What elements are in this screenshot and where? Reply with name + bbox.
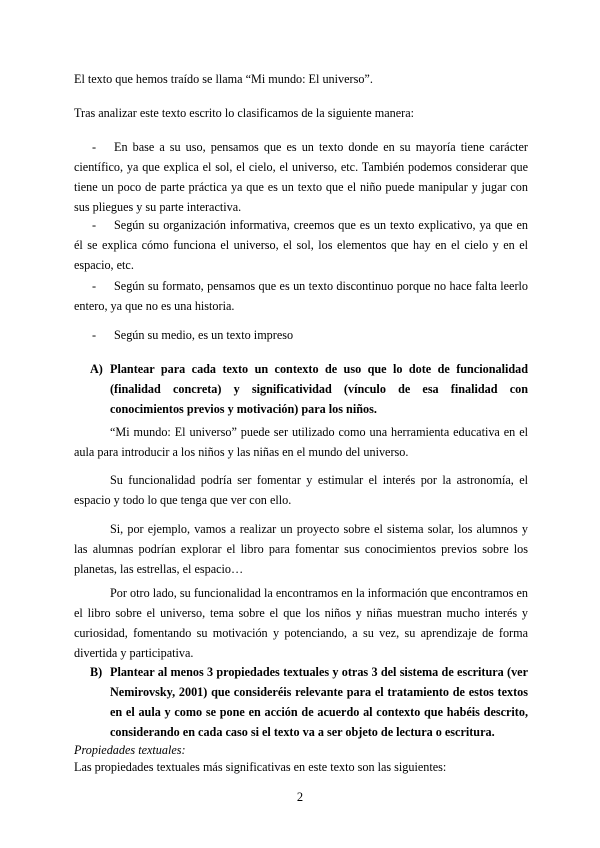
- classification-intro: Tras analizar este texto escrito lo clasificamos de la siguiente manera:: [74, 106, 414, 120]
- paragraph-functionality: Su funcionalidad podría ser fomentar y estimular el interés por la astronomía, el espacio y todo lo que tenga que ver con ello.: [74, 473, 528, 507]
- section-a-title: Plantear para cada texto un contexto de uso que lo dote de funcionalidad (finalidad concreta) y significatividad (vínculo de esa finalidad con conocimientos previos y motivación) para los niños.: [110, 362, 528, 416]
- bullet-dash: -: [92, 218, 97, 232]
- paragraph-motivation: Por otro lado, su funcionalidad la encontramos en la información que encontramos en el libro sobre el universo, tema sobre el que los niños y niñas muestran mucho interés y curiosidad, fomentando su motivación y potenciando, a su vez, su aprendizaje de forma divertida y participativa.: [74, 586, 528, 660]
- paragraph-example: Si, por ejemplo, vamos a realizar un proyecto sobre el sistema solar, los alumnos y las alumnas podrían explorar el libro para fomentar sus conocimientos previos sobre los planetas, las estrellas, el espacio…: [74, 522, 528, 576]
- bullet-dash: -: [92, 140, 97, 154]
- page-number: 2: [296, 790, 304, 804]
- bullet-dash: -: [92, 279, 97, 293]
- bullet-item-format: [74, 276, 528, 316]
- bullet-text: Según su medio, es un texto impreso: [114, 328, 294, 342]
- bullet-item-medium: [74, 325, 528, 345]
- intro-paragraph: El texto que hemos traído se llama “Mi mundo: El universo”.: [74, 72, 373, 86]
- bullet-text: En base a su uso, pensamos que es un texto donde en su mayoría tiene carácter científico, ya que explica el sol, el cielo, el universo, etc. También podemos considerar que tiene un poco de parte práctica ya que es un texto que el niño puede manipular y jugar con sus pliegues y su parte interactiva.: [74, 140, 528, 214]
- bullet-item-use: [74, 137, 528, 217]
- bullet-item-organization: [74, 215, 528, 275]
- paragraph-usage: “Mi mundo: El universo” puede ser utilizado como una herramienta educativa en el aula para introducir a los niños y las niñas en el mundo del universo.: [74, 425, 528, 459]
- bullet-text: Según su formato, pensamos que es un texto discontinuo porque no hace falta leerlo entero, ya que no es una historia.: [74, 279, 528, 313]
- bullet-text: Según su organización informativa, creemos que es un texto explicativo, ya que en él se explica cómo funciona el universo, el sol, los elementos que hay en el cielo y en el espacio, etc.: [74, 218, 528, 272]
- subheading-textual-properties: Propiedades textuales:: [74, 743, 186, 757]
- section-a-letter: A): [90, 362, 103, 376]
- bullet-dash: -: [92, 328, 97, 342]
- closing-line: Las propiedades textuales más significativas en este texto son las siguientes:: [74, 760, 447, 774]
- section-b-letter: B): [90, 665, 103, 679]
- section-a-heading: [90, 359, 528, 419]
- section-b-heading: [90, 662, 528, 742]
- section-b-title: Plantear al menos 3 propiedades textuales y otras 3 del sistema de escritura (ver Nemirovsky, 2001) que consideréis relevante para el tratamiento de estos textos en el aula y como se pone en acción de acuerdo al contexto que habéis descrito, considerando en cada caso si el texto va a ser objeto de lectura o escritura.: [110, 665, 528, 739]
